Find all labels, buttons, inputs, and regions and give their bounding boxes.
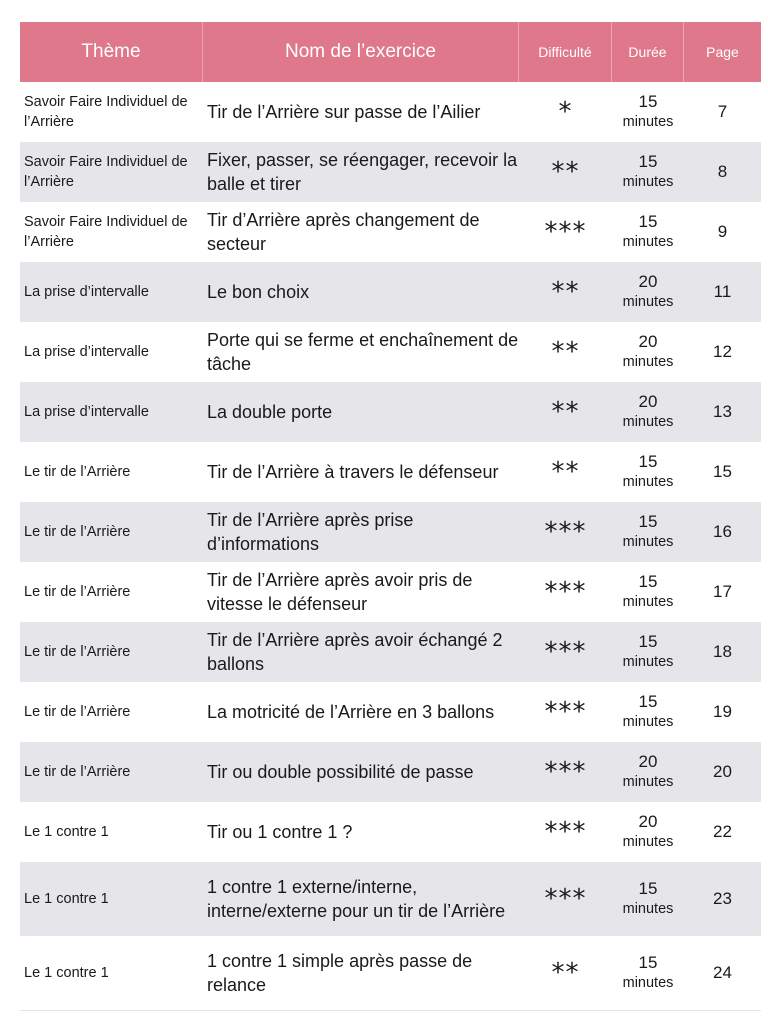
row-page: 15 <box>713 462 732 481</box>
duration-unit: minutes <box>622 414 674 430</box>
row-theme: Savoir Faire Individuel de l’Arrière <box>24 214 188 250</box>
row-page: 13 <box>713 402 732 421</box>
row-theme: La prise d’intervalle <box>24 344 149 360</box>
row-duration <box>612 331 684 373</box>
row-page: 24 <box>713 963 732 982</box>
row-difficulty: ** <box>551 277 580 307</box>
row-theme: Le tir de l’Arrière <box>24 644 131 660</box>
table-row <box>20 322 761 382</box>
row-theme: Le 1 contre 1 <box>24 891 109 907</box>
row-page: 19 <box>713 702 732 721</box>
row-exercise-name: Fixer, passer, se réengager, recevoir la balle et tirer <box>207 150 518 194</box>
duration-unit: minutes <box>622 834 674 850</box>
row-duration <box>612 571 684 613</box>
header-page: Page <box>706 44 739 60</box>
row-exercise-name: 1 contre 1 externe/interne, interne/externe pour un tir de l’Arrière <box>207 877 506 921</box>
table-row <box>20 802 761 862</box>
row-difficulty: *** <box>544 637 587 667</box>
row-difficulty: *** <box>544 217 587 247</box>
duration-unit: minutes <box>622 234 674 250</box>
row-difficulty: ** <box>551 397 580 427</box>
row-difficulty: ** <box>551 337 580 367</box>
row-theme: Le tir de l’Arrière <box>24 704 131 720</box>
row-theme: Savoir Faire Individuel de l’Arrière <box>24 94 188 130</box>
duration-unit: minutes <box>622 354 674 370</box>
row-duration <box>612 878 684 920</box>
table-row <box>20 622 761 682</box>
table-row <box>20 502 761 562</box>
duration-value: 20 <box>638 752 658 771</box>
table-row <box>20 936 761 1010</box>
row-page: 16 <box>713 522 732 541</box>
duration-unit: minutes <box>622 534 674 550</box>
table-row <box>20 562 761 622</box>
row-exercise-name: Tir de l’Arrière après avoir pris de vitesse le défenseur <box>207 570 473 614</box>
duration-value: 15 <box>638 953 658 972</box>
duration-value: 20 <box>638 332 658 351</box>
duration-unit: minutes <box>622 901 674 917</box>
duration-value: 15 <box>638 92 658 111</box>
row-difficulty: ** <box>551 157 580 187</box>
exercise-table <box>20 22 761 1011</box>
row-exercise-name: Tir de l’Arrière à travers le défenseur <box>207 462 499 482</box>
table-row <box>20 202 761 262</box>
row-duration <box>612 151 684 193</box>
duration-unit: minutes <box>622 174 674 190</box>
row-exercise-name: Tir ou double possibilité de passe <box>207 762 474 782</box>
row-duration <box>612 751 684 793</box>
duration-unit: minutes <box>622 774 674 790</box>
duration-value: 15 <box>638 572 658 591</box>
row-exercise-name: Le bon choix <box>207 282 310 302</box>
header-theme: Thème <box>20 22 203 82</box>
duration-value: 15 <box>638 632 658 651</box>
row-exercise-name: La motricité de l’Arrière en 3 ballons <box>207 702 495 722</box>
row-duration <box>612 511 684 553</box>
row-duration <box>612 952 684 994</box>
duration-unit: minutes <box>622 474 674 490</box>
table-row <box>20 262 761 322</box>
header-name: Nom de l’exercice <box>203 22 519 82</box>
row-duration <box>612 811 684 853</box>
duration-unit: minutes <box>622 294 674 310</box>
row-duration <box>612 391 684 433</box>
duration-unit: minutes <box>622 975 674 991</box>
row-duration <box>612 451 684 493</box>
table-row <box>20 142 761 202</box>
duration-unit: minutes <box>622 654 674 670</box>
row-page: 22 <box>713 822 732 841</box>
row-difficulty: * <box>558 97 573 127</box>
row-page: 17 <box>713 582 732 601</box>
row-theme: Le 1 contre 1 <box>24 965 109 981</box>
duration-value: 20 <box>638 272 658 291</box>
row-difficulty: *** <box>544 757 587 787</box>
row-page: 7 <box>717 102 728 121</box>
duration-value: 15 <box>638 152 658 171</box>
row-theme: Le tir de l’Arrière <box>24 584 131 600</box>
row-page: 20 <box>713 762 732 781</box>
row-theme: La prise d’intervalle <box>24 284 149 300</box>
row-page: 9 <box>717 222 728 241</box>
row-difficulty: ** <box>551 457 580 487</box>
table-row <box>20 862 761 936</box>
row-theme: Savoir Faire Individuel de l’Arrière <box>24 154 188 190</box>
row-exercise-name: Tir de l’Arrière après prise d’informations <box>207 510 414 554</box>
row-theme: Le tir de l’Arrière <box>24 764 131 780</box>
row-theme: Le tir de l’Arrière <box>24 524 131 540</box>
table-row <box>20 382 761 442</box>
row-theme: Le tir de l’Arrière <box>24 464 131 480</box>
row-page: 18 <box>713 642 732 661</box>
row-duration <box>612 271 684 313</box>
row-exercise-name: Tir de l’Arrière sur passe de l’Ailier <box>207 102 481 122</box>
table-row <box>20 682 761 742</box>
row-exercise-name: Tir de l’Arrière après avoir échangé 2 ballons <box>207 630 503 674</box>
table-row <box>20 442 761 502</box>
header-difficulty: Difficulté <box>519 22 612 82</box>
duration-value: 15 <box>638 692 658 711</box>
row-page: 12 <box>713 342 732 361</box>
row-page: 11 <box>713 282 732 301</box>
row-theme: La prise d’intervalle <box>24 404 149 420</box>
duration-value: 20 <box>638 812 658 831</box>
row-difficulty: *** <box>544 577 587 607</box>
row-theme: Le 1 contre 1 <box>24 824 109 840</box>
duration-unit: minutes <box>622 114 674 130</box>
duration-value: 15 <box>638 452 658 471</box>
row-exercise-name: 1 contre 1 simple après passe de relance <box>207 951 473 995</box>
header-duration: Durée <box>612 22 684 82</box>
table-header <box>20 22 761 82</box>
row-difficulty: ** <box>551 958 580 988</box>
table-row <box>20 82 761 142</box>
duration-value: 15 <box>638 512 658 531</box>
row-duration <box>612 631 684 673</box>
row-page: 8 <box>717 162 728 181</box>
duration-value: 20 <box>638 392 658 411</box>
duration-value: 15 <box>638 879 658 898</box>
row-difficulty: *** <box>544 517 587 547</box>
row-page: 23 <box>713 889 732 908</box>
duration-unit: minutes <box>622 714 674 730</box>
table-row <box>20 742 761 802</box>
row-exercise-name: Tir d’Arrière après changement de secteur <box>207 210 480 254</box>
row-difficulty: *** <box>544 817 587 847</box>
duration-value: 15 <box>638 212 658 231</box>
row-difficulty: *** <box>544 884 587 914</box>
row-duration <box>612 691 684 733</box>
row-duration <box>612 91 684 133</box>
row-exercise-name: Tir ou 1 contre 1 ? <box>207 822 353 842</box>
row-exercise-name: Porte qui se ferme et enchaînement de tâche <box>207 330 519 374</box>
row-duration <box>612 211 684 253</box>
row-difficulty: *** <box>544 697 587 727</box>
row-exercise-name: La double porte <box>207 402 333 422</box>
duration-unit: minutes <box>622 594 674 610</box>
